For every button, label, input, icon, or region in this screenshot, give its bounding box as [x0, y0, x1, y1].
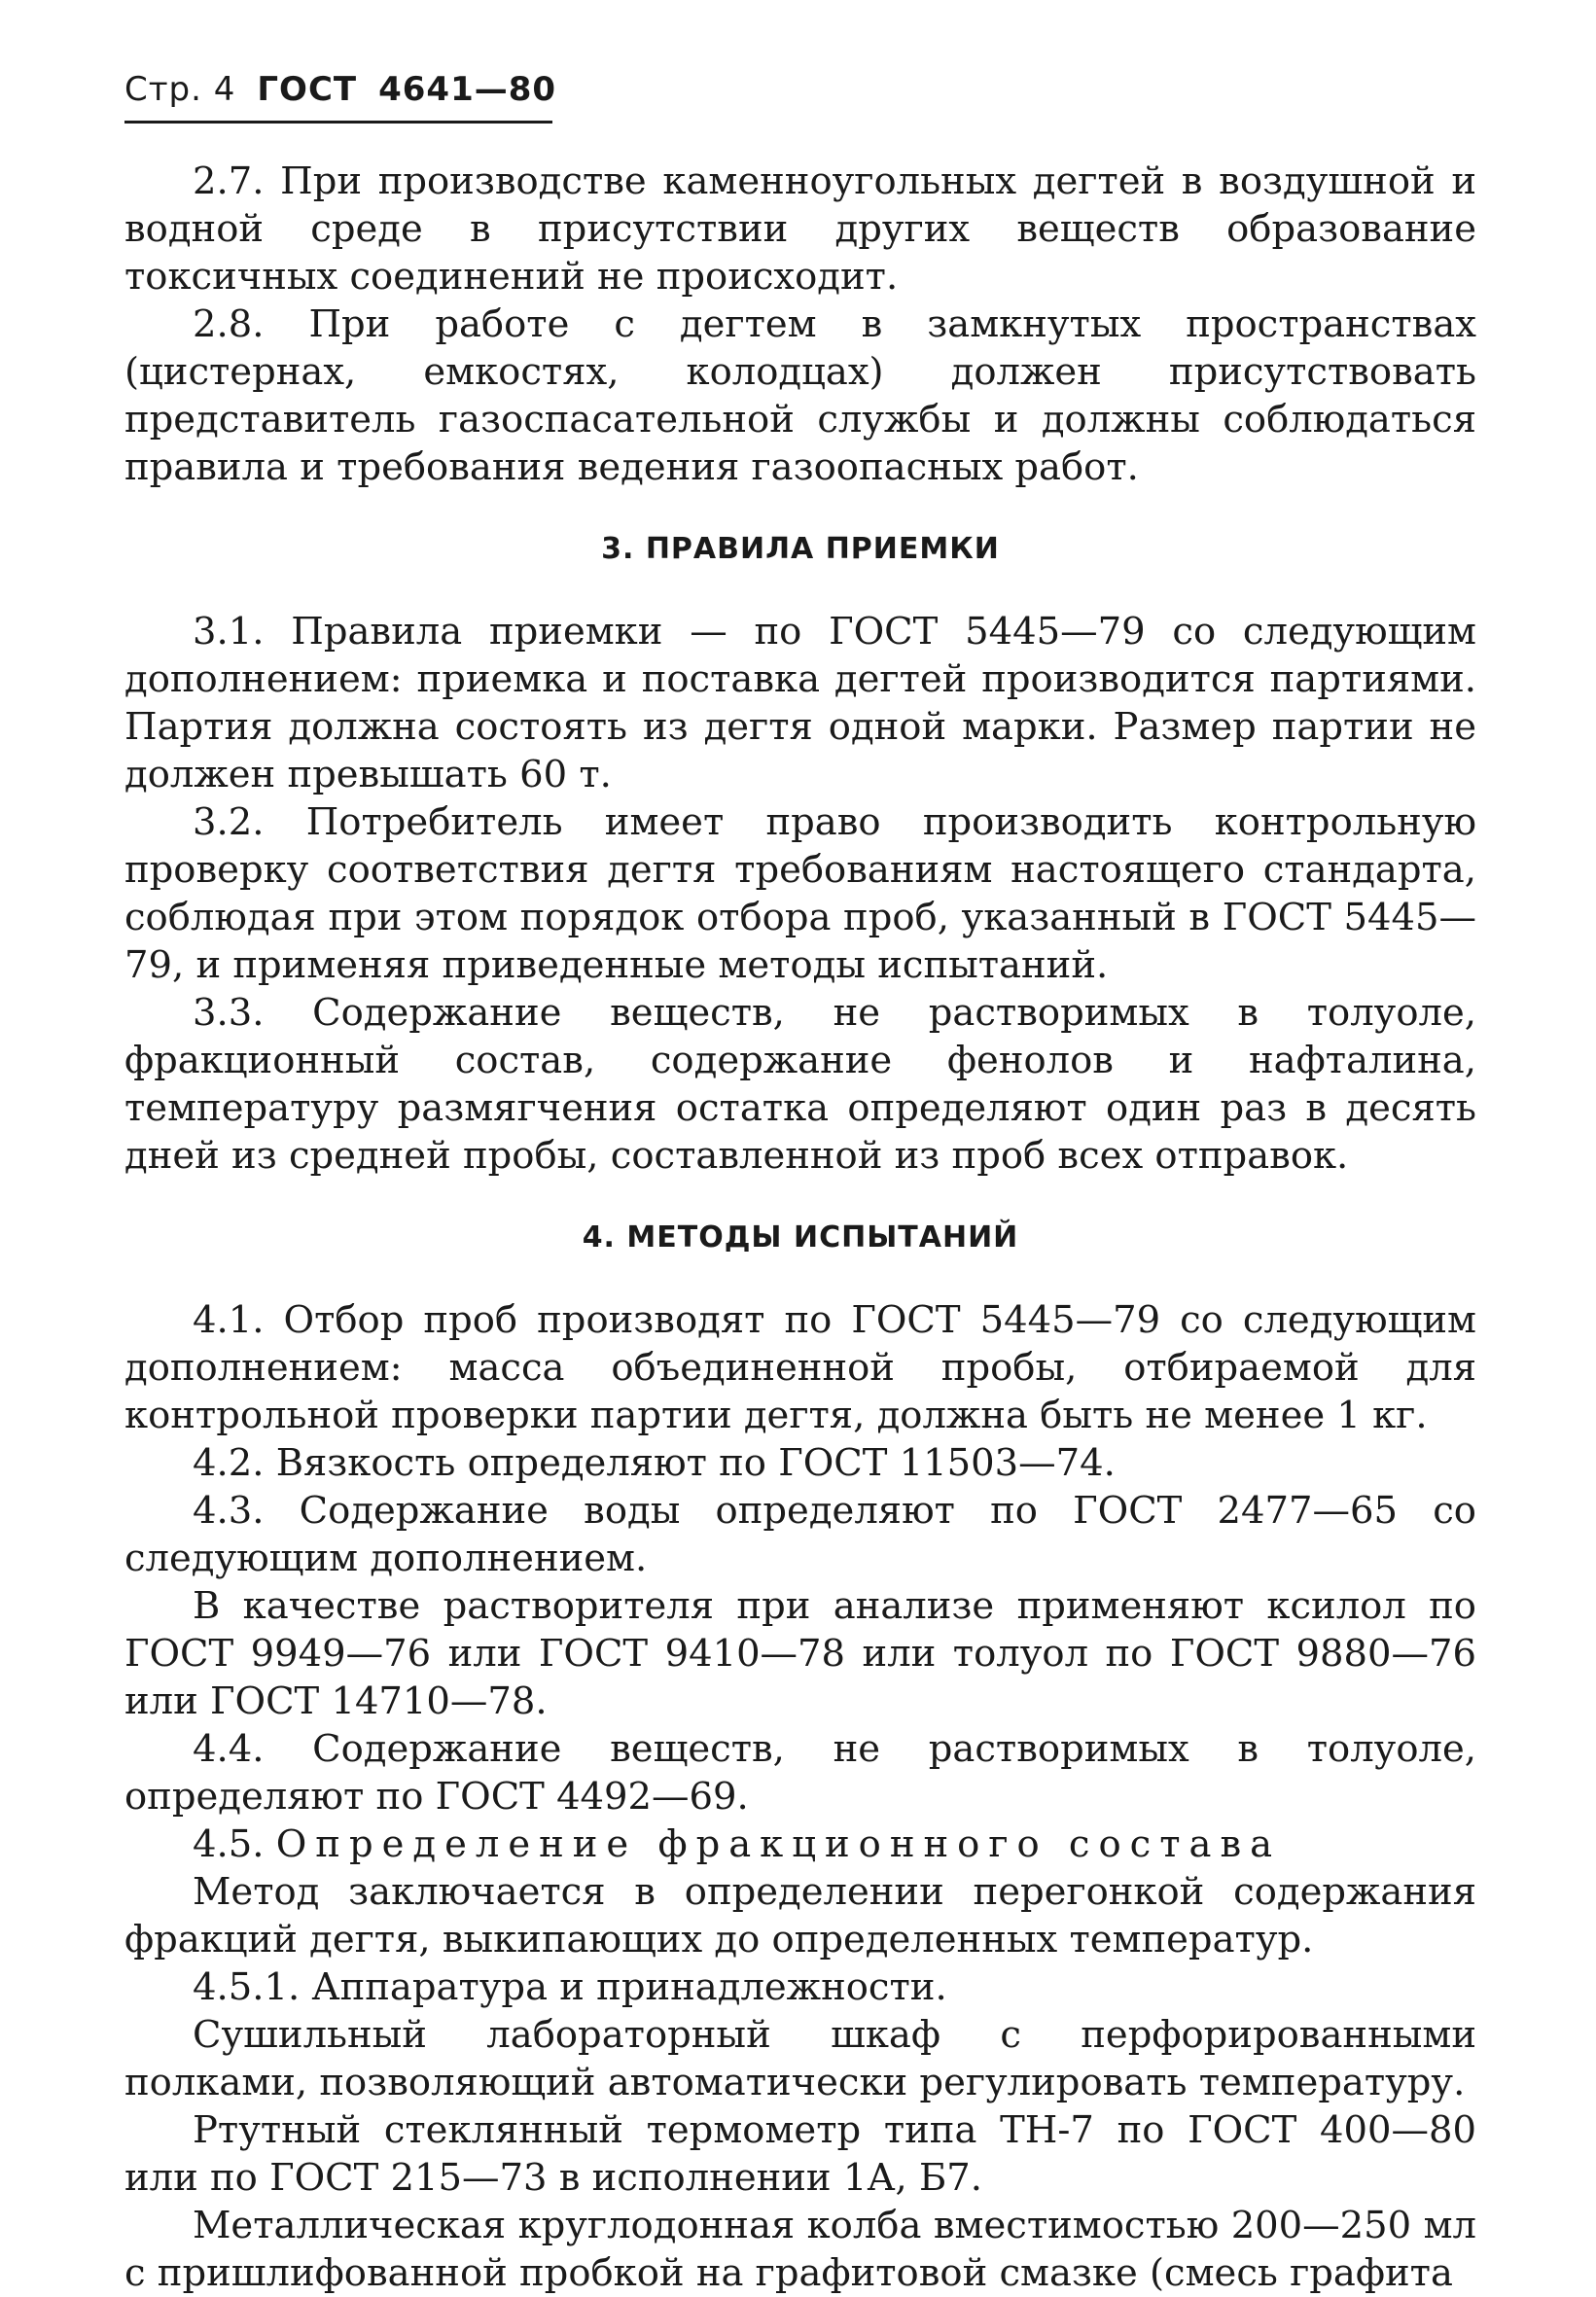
- paragraph-thermometer: Ртутный стеклянный термометр типа ТН-7 по ГОСТ 400—80 или по ГОСТ 215—73 в исполнении 1А, Б7.: [124, 2108, 1476, 2200]
- paragraph-4-5-title: Определение фракционного состава: [275, 1822, 1282, 1866]
- paragraph-2-7: 2.7. При производстве каменноугольных дегтей в воздушной и водной среде в присутствии других веществ образование токсичных соединений не происходит.: [124, 159, 1476, 299]
- page-body: [124, 158, 1476, 2297]
- paragraph-3-2: 3.2. Потребитель имеет право производить контрольную проверку соответствия дегтя требованиям настоящего стандарта, соблюдая при этом порядок отбора проб, указанный в ГОСТ 5445—79, и применяя приведенные методы испытаний.: [124, 800, 1476, 987]
- page-header: [124, 70, 556, 109]
- section-3-heading: 3. ПРАВИЛА ПРИЕМКИ: [601, 532, 1000, 566]
- page-label: Стр. 4: [124, 70, 236, 109]
- paragraph-3-3: 3.3. Содержание веществ, не растворимых в толуоле, фракционный состав, содержание фенолов и нафталина, температуру размягчения остатка определяют один раз в десять дней из средней пробы, составленной из проб всех отправок.: [124, 991, 1476, 1178]
- section-4-heading: 4. МЕТОДЫ ИСПЫТАНИЙ: [582, 1220, 1019, 1255]
- paragraph-4-5-heading: [124, 1820, 1476, 1868]
- header-rule: [124, 121, 552, 124]
- paragraph-4-3: 4.3. Содержание воды определяют по ГОСТ 2477—65 со следующим дополнением.: [124, 1489, 1476, 1580]
- paragraph-3-1: 3.1. Правила приемки — по ГОСТ 5445—79 со следующим дополнением: приемка и поставка дегтей производится партиями. Партия должна состоять из дегтя одной марки. Размер партии не должен превышать 60 т.: [124, 610, 1476, 796]
- paragraph-4-1: 4.1. Отбор проб производят по ГОСТ 5445—79 со следующим дополнением: масса объединенной пробы, отбираемой для контрольной проверки партии дегтя, должна быть не менее 1 кг.: [124, 1298, 1476, 1437]
- paragraph-flask: Металлическая круглодонная колба вместимостью 200—250 мл с пришлифованной пробкой на графитовой смазке (смесь графита: [124, 2204, 1476, 2295]
- paragraph-4-2: 4.2. Вязкость определяют по ГОСТ 11503—74.: [193, 1441, 1116, 1485]
- standard-number: 4641—80: [378, 70, 557, 109]
- paragraph-4-5-method: Метод заключается в определении перегонкой содержания фракций дегтя, выкипающих до определенных температур.: [124, 1870, 1476, 1961]
- paragraph-4-3-solvent: В качестве растворителя при анализе применяют ксилол по ГОСТ 9949—76 или ГОСТ 9410—78 или толуол по ГОСТ 9880—76 или ГОСТ 14710—78.: [124, 1584, 1476, 1723]
- paragraph-drying-cabinet: Сушильный лабораторный шкаф с перфорированными полками, позволяющий автоматически регулировать температуру.: [124, 2013, 1476, 2104]
- paragraph-2-8: 2.8. При работе с дегтем в замкнутых пространствах (цистернах, емкостях, колодцах) должен присутствовать представитель газоспасательной службы и должны соблюдаться правила и требования ведения газоопасных работ.: [124, 302, 1476, 489]
- paragraph-4-5-1: 4.5.1. Аппаратура и принадлежности.: [193, 1965, 947, 2009]
- paragraph-4-4: 4.4. Содержание веществ, не растворимых в толуоле, определяют по ГОСТ 4492—69.: [124, 1727, 1476, 1819]
- paragraph-4-5-number: 4.5.: [193, 1822, 265, 1866]
- standard-label: ГОСТ: [257, 70, 358, 109]
